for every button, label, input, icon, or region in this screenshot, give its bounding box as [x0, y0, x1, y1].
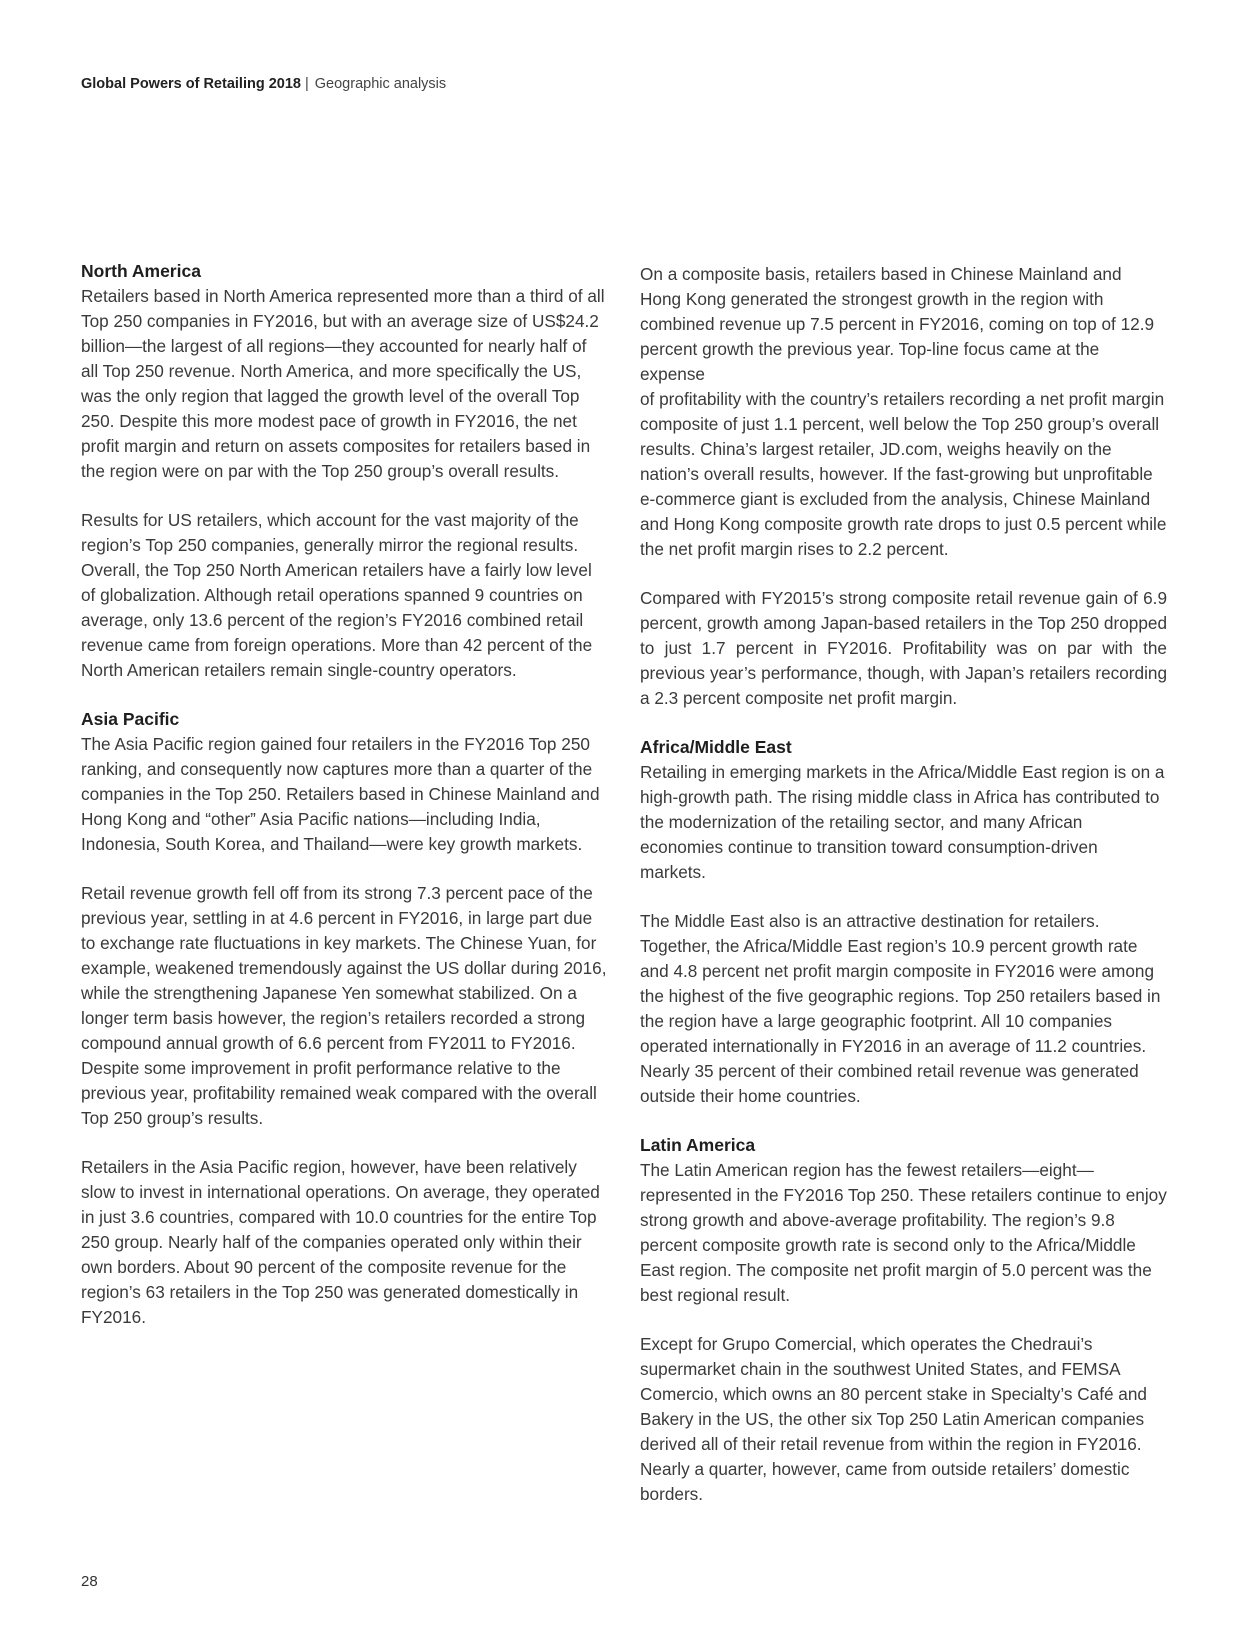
china-hk-paragraph-part-2: of profitability with the country’s retailers recording a net profit margin composite of just 1.1 percent, well below the Top 250 group’s overall results. China’s largest retailer, JD.com, weighs heavily on the nation’s overall results, however. If the fast-growing but unprofitable e-commerce giant is excluded from the analysis, Chinese Mainland and Hong Kong composite growth rate drops to just 0.5 percent while the net profit margin rises to 2.2 percent.: [640, 389, 1167, 559]
africa-middle-east-paragraph-1: Retailing in emerging markets in the Africa/Middle East region is on a high-growth path. The rising middle class in Africa has contributed to the modernization of the retailing sector, and many African economies continue to transition toward consumption-driven markets.: [640, 762, 1165, 882]
asia-pacific-paragraph-2: Retail revenue growth fell off from its strong 7.3 percent pace of the previous year, settling in at 4.6 percent in FY2016, in large part due to exchange rate fluctuations in key markets. The Chinese Yuan, for example, weakened tremendously against the US dollar during 2016, while the strengthening Japanese Yen somewhat stabilized. On a longer term basis however, the region’s retailers recorded a strong compound annual growth of 6.6 percent from FY2011 to FY2016. Despite some improvement in profit performance relative to the previous year, profitability remained weak compared with the overall Top 250 group’s results.: [81, 883, 607, 1128]
asia-pacific-heading: Asia Pacific: [81, 709, 180, 729]
section-title: Geographic analysis: [314, 76, 447, 92]
africa-middle-east-paragraph-2: The Middle East also is an attractive destination for retailers. Together, the Africa/Middle East region’s 10.9 percent growth rate and 4.8 percent net profit margin composite in FY2016 were among the highest of the five geographic regions. Top 250 retailers based in the region have a large geographic footprint. All 10 companies operated internationally in FY2016 in an average of 11.2 countries. Nearly 35 percent of their combined retail revenue was generated outside their home countries.: [640, 911, 1161, 1106]
left-column: [81, 259, 608, 1330]
latin-america-paragraph-2: Except for Grupo Comercial, which operates the Chedraui’s supermarket chain in the southwest United States, and FEMSA Comercio, which owns an 80 percent stake in Specialty’s Café and Bakery in the US, the other six Top 250 Latin American companies derived all of their retail revenue from within the region in FY2016. Nearly a quarter, however, came from outside retailers’ domestic borders.: [640, 1334, 1147, 1504]
page-number: 28: [81, 1573, 98, 1590]
china-hk-paragraph-part-1: On a composite basis, retailers based in Chinese Mainland and Hong Kong generated the strongest growth in the region with combined revenue up 7.5 percent in FY2016, coming on top of 12.9 percent growth the previous year. Top-line focus came at the expense: [640, 264, 1155, 384]
africa-middle-east-heading: Africa/Middle East: [640, 737, 792, 757]
publication-title: Global Powers of Retailing 2018: [81, 76, 301, 92]
japan-paragraph: Compared with FY2015’s strong composite retail revenue gain of 6.9 percent, growth among Japan-based retailers in the Top 250 dropped to just 1.7 percent in FY2016. Profitability was on par with the previous year’s performance, though, with Japan’s retailers recording a 2.3 percent composite net profit margin.: [640, 588, 1167, 708]
north-america-paragraph-2: Results for US retailers, which account for the vast majority of the region’s Top 250 companies, generally mirror the regional results. Overall, the Top 250 North American retailers have a fairly low level of globalization. Although retail operations spanned 9 countries on average, only 13.6 percent of the region’s FY2016 combined retail revenue came from foreign operations. More than 42 percent of the North American retailers remain single-country operators.: [81, 510, 593, 680]
latin-america-heading: Latin America: [640, 1135, 756, 1155]
asia-pacific-paragraph-3: Retailers in the Asia Pacific region, however, have been relatively slow to invest in international operations. On average, they operated in just 3.6 countries, compared with 10.0 countries for the entire Top 250 group. Nearly half of the companies operated only within their own borders. About 90 percent of the composite revenue for the region’s 63 retailers in the Top 250 was generated domestically in FY2016.: [81, 1157, 600, 1327]
asia-pacific-paragraph-1: The Asia Pacific region gained four retailers in the FY2016 Top 250 ranking, and consequently now captures more than a quarter of the companies in the Top 250. Retailers based in Chinese Mainland and Hong Kong and “other” Asia Pacific nations—including India, Indonesia, South Korea, and Thailand—were key growth markets.: [81, 734, 600, 854]
north-america-paragraph-1: Retailers based in North America represented more than a third of all Top 250 companies in FY2016, but with an average size of US$24.2 billion—the largest of all regions—they accounted for nearly half of all Top 250 revenue. North America, and more specifically the US, was the only region that lagged the growth level of the overall Top 250. Despite this more modest pace of growth in FY2016, the net profit margin and return on assets composites for retailers based in the region were on par with the Top 250 group’s overall results.: [81, 286, 605, 481]
right-column: [640, 262, 1167, 1507]
north-america-heading: North America: [81, 261, 201, 281]
header-separator: |: [304, 76, 309, 92]
running-header: [81, 76, 446, 92]
latin-america-paragraph-1: The Latin American region has the fewest retailers—eight—represented in the FY2016 Top 250. These retailers continue to enjoy strong growth and above-average profitability. The region’s 9.8 percent composite growth rate is second only to the Africa/Middle East region. The composite net profit margin of 5.0 percent was the best regional result.: [640, 1160, 1167, 1305]
